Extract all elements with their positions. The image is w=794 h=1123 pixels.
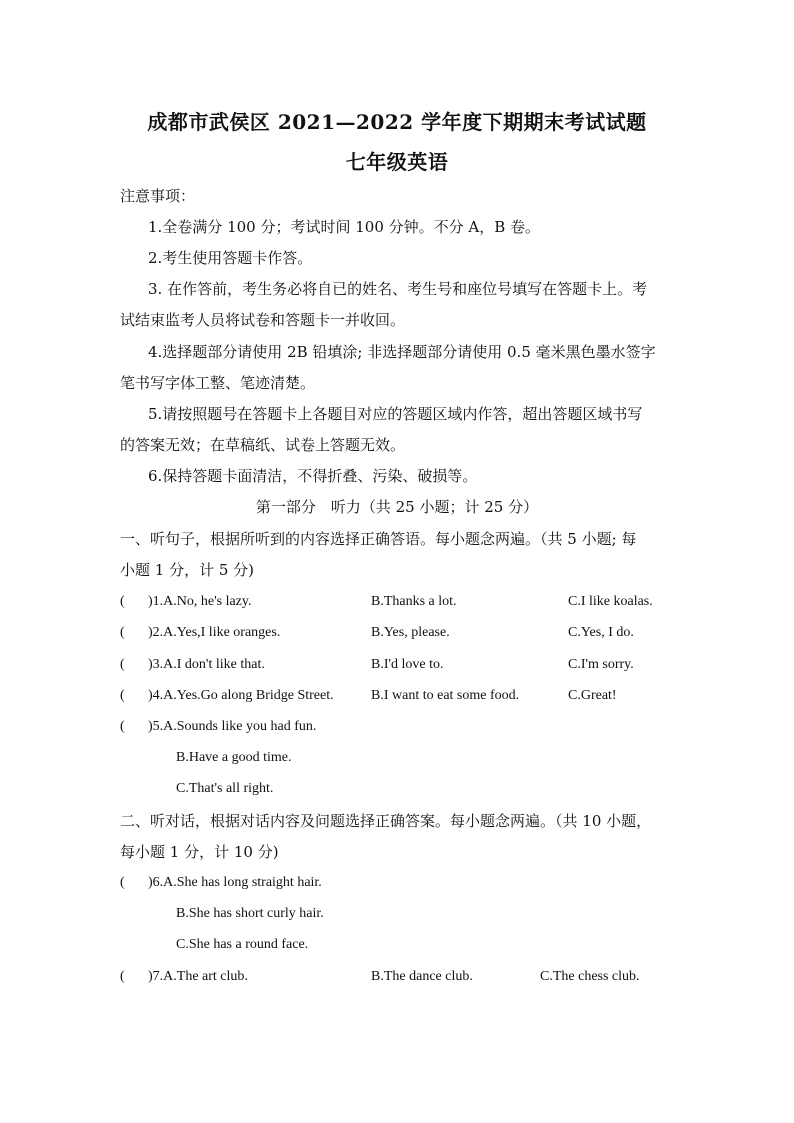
option-b: B.I want to eat some food. <box>371 688 520 703</box>
option-b: B.Have a good time. <box>176 750 292 765</box>
option-c: C.She has a round face. <box>176 937 309 952</box>
answer-paren: ( <box>120 875 125 890</box>
notice-item: 1.全卷满分 100 分；考试时间 100 分钟。不分 A，B 卷。 <box>148 218 541 236</box>
question-stem: )7.A.The art club. <box>148 969 248 984</box>
option-b: B.She has short curly hair. <box>176 906 324 921</box>
option-b: B.Thanks a lot. <box>371 594 457 609</box>
section-instruction: 二、听对话，根据对话内容及问题选择正确答案。每小题念两遍。（共 10 小题， <box>120 812 652 830</box>
section-instruction: 小题 1 分，计 5 分) <box>120 561 255 579</box>
answer-paren: ( <box>120 969 125 984</box>
notice-item: 4.选择题部分请使用 2B 铅填涂; 非选择题部分请使用 0.5 毫米黑色墨水签字 <box>148 343 656 361</box>
option-b: B.The dance club. <box>371 969 473 984</box>
question-stem: )1.A.No, he's lazy. <box>148 594 252 609</box>
answer-paren: ( <box>120 625 125 640</box>
question-stem: )3.A.I don't like that. <box>148 657 265 672</box>
notice-item: 试结束监考人员将试卷和答题卡一并收回。 <box>120 311 406 329</box>
section-instruction: 每小题 1 分，计 10 分) <box>120 843 279 861</box>
option-b: B.I'd love to. <box>371 657 444 672</box>
option-c: C.Great! <box>568 688 617 703</box>
answer-paren: ( <box>120 719 125 734</box>
option-c: C.I like koalas. <box>568 594 653 609</box>
page-subtitle: 七年级英语 <box>345 150 449 174</box>
notice-item: 2.考生使用答题卡作答。 <box>148 249 313 267</box>
notice-heading: 注意事项： <box>120 187 196 205</box>
question-stem: )4.A.Yes.Go along Bridge Street. <box>148 688 334 703</box>
question-stem: )5.A.Sounds like you had fun. <box>148 719 317 734</box>
section-instruction: 一、听句子，根据所听到的内容选择正确答语。每小题念两遍。（共 5 小题; 每 <box>120 530 637 548</box>
answer-paren: ( <box>120 688 125 703</box>
option-c: C.The chess club. <box>540 969 640 984</box>
option-c: C.That's all right. <box>176 781 274 796</box>
notice-item: 的答案无效；在草稿纸、试卷上答题无效。 <box>120 436 406 454</box>
notice-item: 5.请按照题号在答题卡上各题目对应的答题区域内作答，超出答题区域书写 <box>148 405 643 423</box>
option-b: B.Yes, please. <box>371 625 450 640</box>
part-title: 第一部分 听力（共 25 小题；计 25 分） <box>255 498 539 516</box>
answer-paren: ( <box>120 594 125 609</box>
question-stem: )6.A.She has long straight hair. <box>148 875 322 890</box>
notice-item: 笔书写字体工整、笔迹清楚。 <box>120 374 316 392</box>
option-c: C.Yes, I do. <box>568 625 634 640</box>
page-title: 成都市武侯区 2021—2022 学年度下期期末考试试题 <box>147 110 647 134</box>
option-c: C.I'm sorry. <box>568 657 634 672</box>
notice-item: 3. 在作答前，考生务必将自已的姓名、考生号和座位号填写在答题卡上。考 <box>148 280 648 298</box>
answer-paren: ( <box>120 657 125 672</box>
notice-item: 6.保持答题卡面清洁，不得折叠、污染、破损等。 <box>148 467 478 485</box>
question-stem: )2.A.Yes,I like oranges. <box>148 625 281 640</box>
